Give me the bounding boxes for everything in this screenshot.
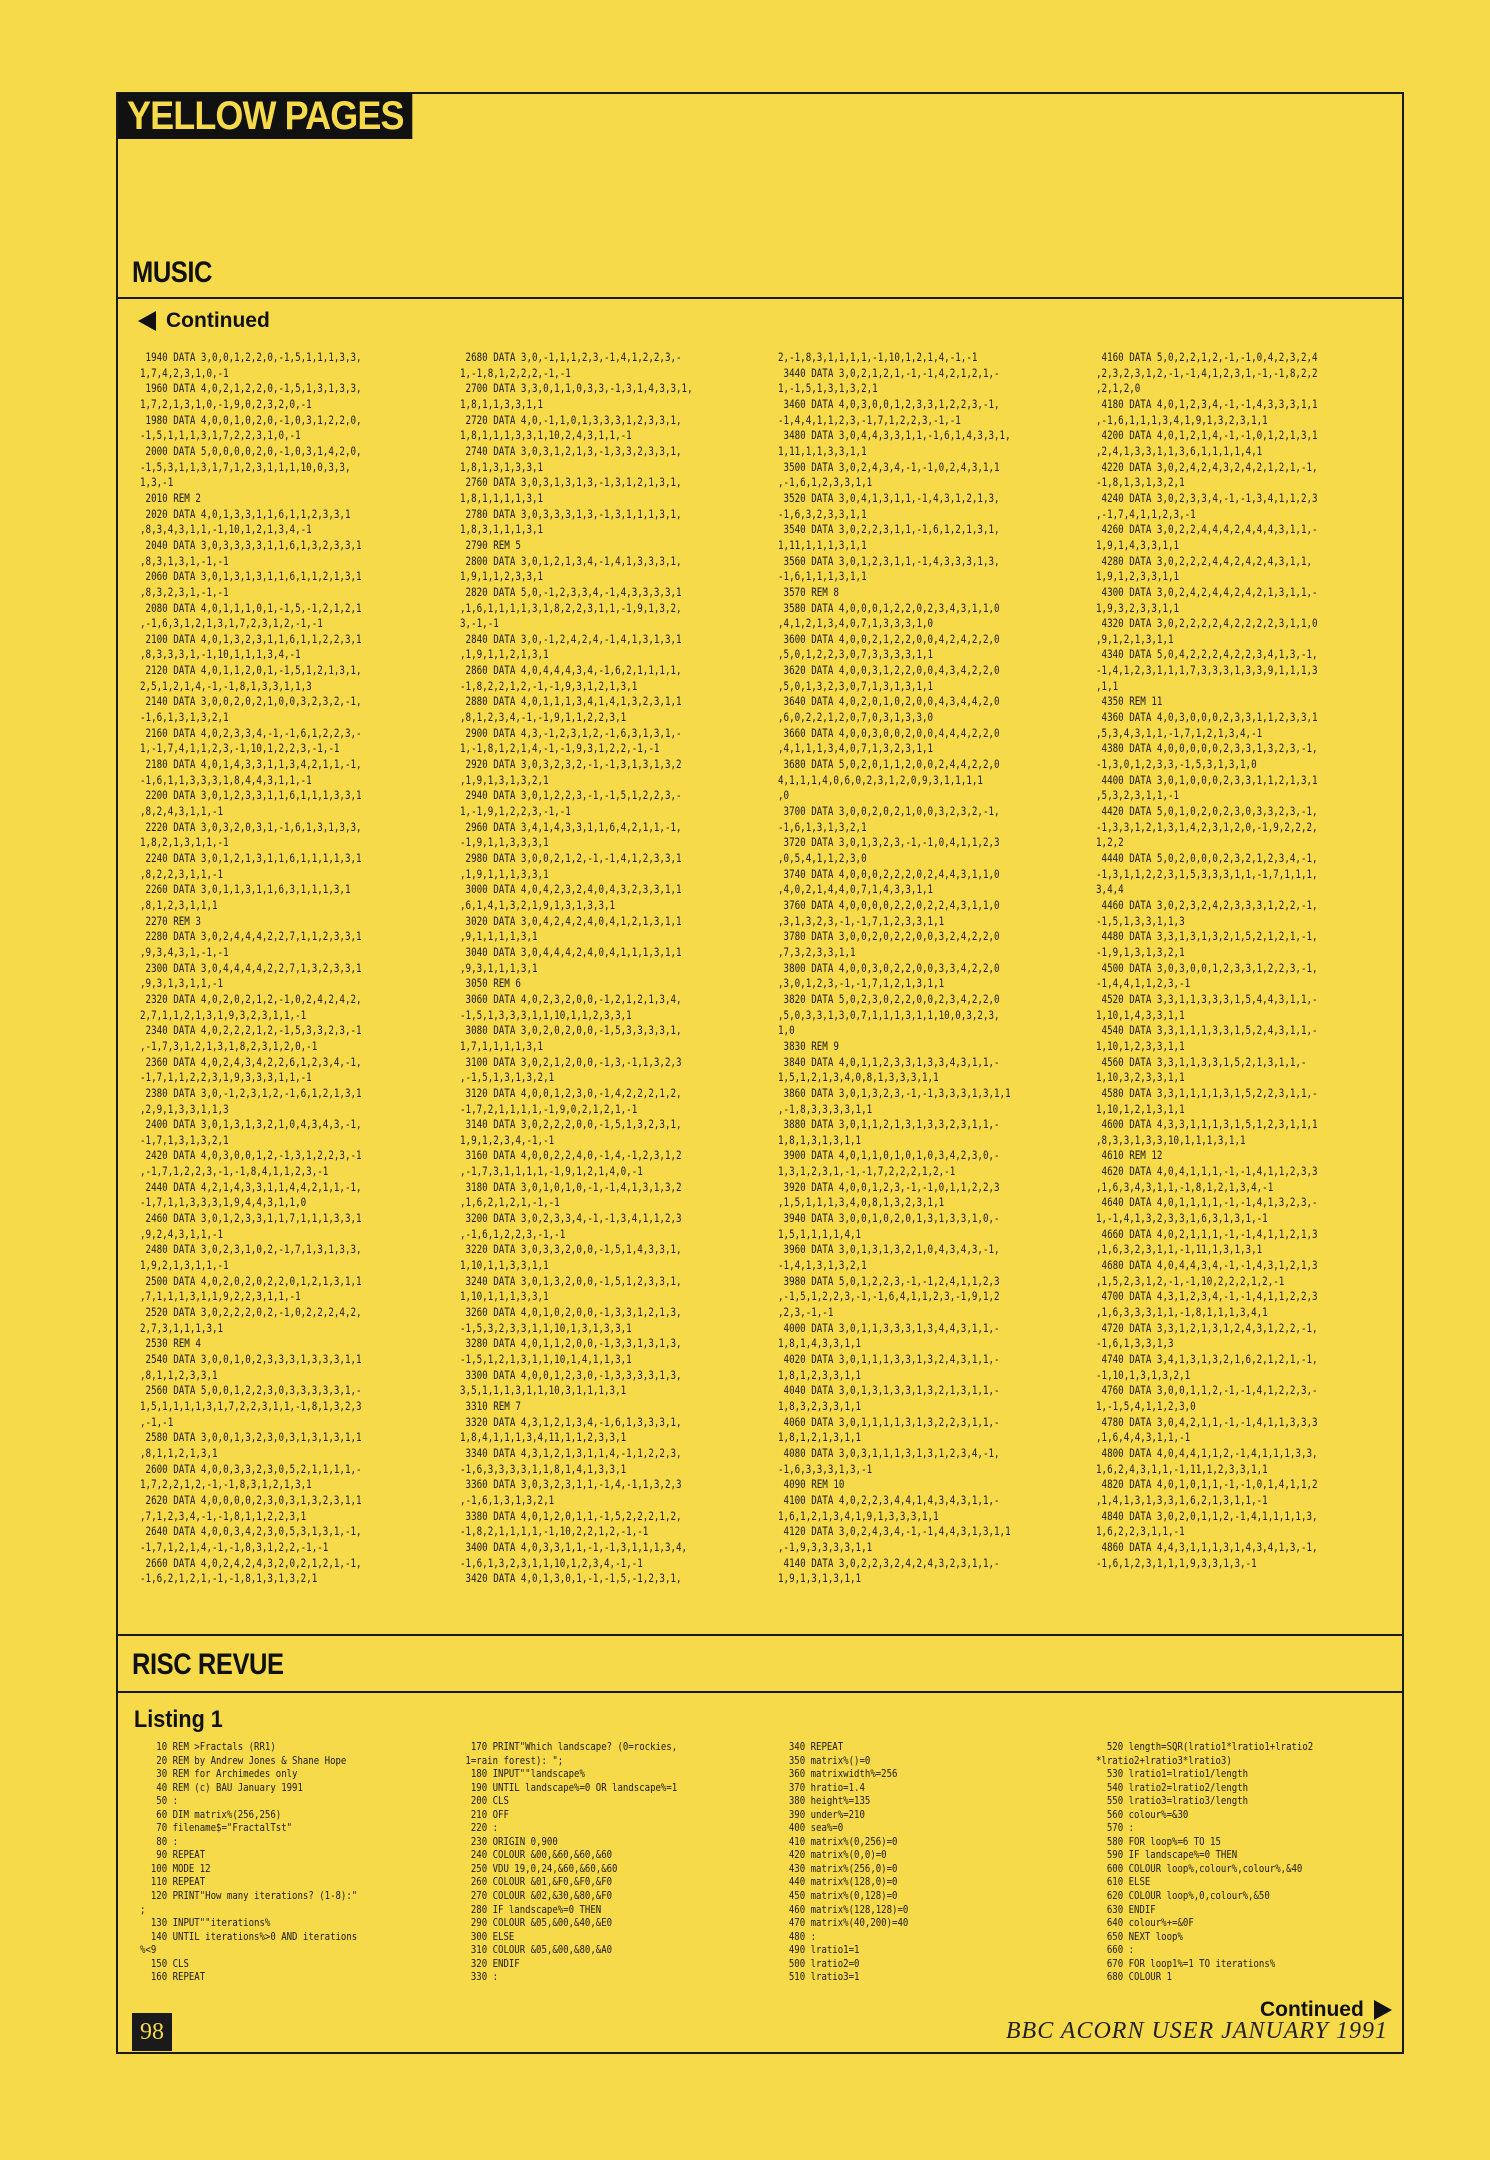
- music-code-column-1: 1940 DATA 3,0,0,1,2,2,0,-1,5,1,1,1,3,3, 1,7,4,2,3,1,0,-1 1960 DATA 4,0,2,1,2,2,0,-1,5,1,3,1,3,3, 1,7,2,1,3,1,0,-1,9,0,2,3,2,0,-1 1980 DATA 4,0,0,1,0,2,0,-1,0,3,1,2,2,0, -1,5,1,1,1,3,1,7,2,2,3,1,0,-1 2000 DATA 5,0,0,0,0,2,0,-1,0,3,1,4,2,0, -1,5,3,1,1,3,1,7,1,2,3,1,1,1,10,0,3,3, 1,3,-1 2010 REM 2 2020 DATA 4,0,1,3,3,1,1,6,1,1,2,3,3,1 ,8,3,4,3,1,1,-1,10,1,2,1,3,4,-1 2040 DATA 3,0,3,3,3,3,1,1,6,1,3,2,3,3,1 ,8,3,1,3,1,-1,-1 2060 DATA 3,0,1,3,1,3,1,1,6,1,1,2,1,3,1 ,8,3,2,3,1,-1,-1 2080 DATA 4,0,1,1,1,0,1,-1,5,-1,2,1,2,1 ,-1,6,3,1,2,1,3,1,7,2,3,1,2,-1,-1 2100 DATA 4,0,1,3,2,3,1,1,6,1,1,2,2,3,1 ,8,3,3,3,1,-1,10,1,1,1,3,4,-1 2120 DATA 4,0,1,1,2,0,1,-1,5,1,2,1,3,1, 2,5,1,2,1,4,-1,-1,8,1,3,3,1,1,3 2140 DATA 3,0,0,2,0,2,1,0,0,3,2,3,2,-1, -1,6,1,3,1,3,2,1 2160 DATA 4,0,2,3,3,4,-1,-1,6,1,2,2,3,- 1,-1,7,4,1,1,2,3,-1,10,1,2,2,3,-1,-1 2180 DATA 4,0,1,4,3,3,1,1,3,4,2,1,1,-1, -1,6,1,1,3,3,3,1,8,4,4,3,1,1,-1 2200 DATA 3,0,1,2,3,3,1,1,6,1,1,1,3,3,1 ,8,2,4,3,1,1,-1 2220 DATA 3,0,3,2,0,3,1,-1,6,1,3,1,3,3, 1,8,2,1,3,1,1,-1 2240 DATA 3,0,1,2,1,3,1,1,6,1,1,1,1,3,1 ,8,2,2,3,1,1,-1 2260 DATA 3,0,1,1,3,1,1,6,3,1,1,1,3,1 ,8,1,2,3,1,1,1 2270 REM 3 2280 DATA 3,0,2,4,4,4,2,2,7,1,1,2,3,3,1 ,9,3,4,3,1,-1,-1 2300 DATA 3,0,4,4,4,4,2,2,7,1,3,2,3,3,1 ,9,3,1,3,1,1,-1 2320 DATA 4,0,2,0,2,1,2,-1,0,2,4,2,4,2, 2,7,1,1,2,1,3,1,9,3,2,3,1,1,-1 2340 DATA 4,0,2,2,2,1,2,-1,5,3,3,2,3,-1 ,-1,7,3,1,2,1,3,1,8,2,3,1,2,0,-1 2360 DATA 4,0,2,4,3,4,2,2,6,1,2,3,4,-1, -1,7,1,1,2,2,3,1,9,3,3,3,1,1,-1 2380 DATA 3,0,-1,2,3,1,2,-1,6,1,2,1,3,1 ,2,9,1,3,3,1,1,3 2400 DATA 3,0,1,3,1,3,2,1,0,4,3,4,3,-1, -1,7,1,3,1,3,2,1 2420 DATA 4,0,3,0,0,1,2,-1,3,1,2,2,3,-1 ,-1,7,1,2,2,3,-1,-1,8,4,1,1,2,3,-1 2440 DATA 4,2,1,4,3,3,1,1,4,4,2,1,1,-1, -1,7,1,1,3,3,3,1,9,4,4,3,1,1,0 2460 DATA 3,0,1,2,3,3,1,1,7,1,1,1,3,3,1 ,9,2,4,3,1,1,-1 2480 DATA 3,0,2,3,1,0,2,-1,7,1,3,1,3,3, 1,9,2,1,3,1,1,-1 2500 DATA 4,0,2,0,2,0,2,2,0,1,2,1,3,1,1 ,7,1,1,1,3,1,1,9,2,2,3,1,1,-1 2520 DATA 3,0,2,2,2,0,2,-1,0,2,2,2,4,2, 2,7,3,1,1,1,3,1 2530 REM 4 2540 DATA 3,0,0,1,0,2,3,3,3,1,3,3,3,1,1 ,8,1,1,2,3,3,1 2560 DATA 5,0,0,1,2,2,3,0,3,3,3,3,3,1,- 1,5,1,1,1,1,3,1,7,2,2,3,1,1,-1,8,1,3,2,3 ,-1,-1 2580 DATA 3,0,0,1,3,2,3,0,3,1,3,1,3,1,1 ,8,1,1,2,1,3,1 2600 DATA 4,0,0,3,3,2,3,0,5,2,1,1,1,1,- 1,7,2,2,1,2,-1,-1,8,3,1,2,1,3,1 2620 DATA 4,0,0,0,0,2,3,0,3,1,3,2,3,1,1 ,7,1,2,3,4,-1,-1,8,1,1,2,2,3,1 2640 DATA 4,0,0,3,4,2,3,0,5,3,1,3,1,-1, -1,7,1,2,1,4,-1,-1,8,3,1,2,2,-1,-1 2660 DATA 4,0,2,4,2,4,3,2,0,2,1,2,1,-1, -1,6,2,1,2,1,-1,-1,8,1,3,1,3,2,1: [140, 350, 362, 1586]
- arrow-right-icon: [1374, 2000, 1392, 2020]
- risc-continued-label: Continued: [1260, 1998, 1364, 2021]
- risc-code-column-4: 520 length=SQR(lratio1*lratio1+lratio2 *lratio2+lratio3*lratio3) 530 lratio1=lratio1/length 540 lratio2=lratio2/length 550 lratio3=lratio3/length 560 colour%=&30 570 : 580 FOR loop%=6 TO 15 590 IF landscape%=0 THEN 600 COLOUR loop%,colour%,colour%,&40 610 ELSE 620 COLOUR loop%,0,colour%,&50 630 ENDIF 640 colour%+=&0F 650 NEXT loop% 660 : 670 FOR loop1%=1 TO iterations% 680 COLOUR 1: [1096, 1740, 1314, 1984]
- risc-code-column-3: 340 REPEAT 350 matrix%()=0 360 matrixwidth%=256 370 hratio=1.4 380 height%=135 390 under%=210 400 sea%=0 410 matrix%(0,256)=0 420 matrix%(0,0)=0 430 matrix%(256,0)=0 440 matrix%(128,0)=0 450 matrix%(0,128)=0 460 matrix%(128,128)=0 470 matrix%(40,200)=40 480 : 490 lratio1=1 500 lratio2=0 510 lratio3=1: [788, 1740, 909, 1984]
- publication-footer: BBC ACORN USER JANUARY 1991: [1005, 2018, 1388, 2044]
- listing-title: Listing 1: [134, 1706, 223, 1733]
- music-code-column-4: 4160 DATA 5,0,2,2,1,2,-1,-1,0,4,2,3,2,4 ,2,3,2,3,1,2,-1,-1,4,1,2,3,1,-1,-1,8,2,2 ,2,1,2,0 4180 DATA 4,0,1,2,3,4,-1,-1,4,3,3,3,1,1 ,-1,6,1,1,1,3,4,1,9,1,3,2,3,1,1 4200 DATA 4,0,1,2,1,4,-1,-1,0,1,2,1,3,1 ,2,4,1,3,3,1,1,3,6,1,1,1,1,4,1 4220 DATA 3,0,2,4,2,4,3,2,4,2,1,2,1,-1, -1,8,1,3,1,3,2,1 4240 DATA 3,0,2,3,3,4,-1,-1,3,4,1,1,2,3 ,-1,7,4,1,1,2,3,-1 4260 DATA 3,0,2,2,4,4,4,2,4,4,4,3,1,1,- 1,9,1,4,3,3,1,1 4280 DATA 3,0,2,2,2,4,4,2,4,2,4,3,1,1, 1,9,1,2,3,3,1,1 4300 DATA 3,0,2,4,2,4,4,2,4,2,1,3,1,1,- 1,9,3,2,3,3,1,1 4320 DATA 3,0,2,2,2,2,4,2,2,2,2,3,1,1,0 ,9,1,2,1,3,1,1 4340 DATA 5,0,4,2,2,2,4,2,2,3,4,1,3,-1, -1,4,1,2,3,1,1,1,7,3,3,3,1,3,3,9,1,1,1,3 ,1,1 4350 REM 11 4360 DATA 4,0,3,0,0,0,2,3,3,1,1,2,3,3,1 ,5,3,4,3,1,1,-1,7,1,2,1,3,4,-1 4380 DATA 4,0,0,0,0,0,2,3,3,1,3,2,3,-1, -1,3,0,1,2,3,3,-1,5,3,1,3,1,0 4400 DATA 3,0,1,0,0,0,2,3,3,1,1,2,1,3,1 ,5,3,2,3,1,1,-1 4420 DATA 5,0,1,0,2,0,2,3,0,3,3,2,3,-1, -1,3,3,1,2,1,3,1,4,2,3,1,2,0,-1,9,2,2,2, 1,2,2 4440 DATA 5,0,2,0,0,0,2,3,2,1,2,3,4,-1, -1,3,1,1,2,2,3,1,5,3,3,3,1,1,-1,7,1,1,1, 3,4,4 4460 DATA 3,0,2,3,2,4,2,3,3,3,1,2,2,-1, -1,5,1,3,3,1,1,3 4480 DATA 3,3,1,3,1,3,2,1,5,2,1,2,1,-1, -1,9,1,3,1,3,2,1 4500 DATA 3,0,3,0,0,1,2,3,3,1,2,2,3,-1, -1,4,4,1,1,2,3,-1 4520 DATA 3,3,1,1,3,3,3,1,5,4,4,3,1,1,- 1,10,1,4,3,3,1,1 4540 DATA 3,3,1,1,1,3,3,1,5,2,4,3,1,1,- 1,10,1,2,3,3,1,1 4560 DATA 3,3,1,1,3,3,1,5,2,1,3,1,1,- 1,10,3,2,3,3,1,1 4580 DATA 3,3,1,1,1,1,3,1,5,2,2,3,1,1,- 1,10,1,2,1,3,1,1 4600 DATA 4,3,3,1,1,1,3,1,5,1,2,3,1,1,1 ,8,3,3,1,3,3,10,1,1,1,3,1,1 4610 REM 12 4620 DATA 4,0,4,1,1,1,-1,-1,4,1,1,2,3,3 ,1,6,3,4,3,1,1,-1,8,1,2,1,3,4,-1 4640 DATA 4,0,1,1,1,1,-1,-1,4,1,3,2,3,- 1,-1,4,1,3,2,3,3,1,6,3,1,3,1,-1 4660 DATA 4,0,2,1,1,1,-1,-1,4,1,1,2,1,3 ,1,6,3,2,3,1,1,-1,11,1,3,1,3,1 4680 DATA 4,0,4,4,3,4,-1,-1,4,3,1,2,1,3 ,1,5,2,3,1,2,-1,-1,10,2,2,2,1,2,-1 4700 DATA 4,3,1,2,3,4,-1,-1,4,1,1,2,2,3 ,1,6,3,3,3,1,1,-1,8,1,1,1,3,4,1 4720 DATA 3,3,1,2,1,3,1,2,4,3,1,2,2,-1, -1,6,1,3,3,1,3 4740 DATA 3,4,1,3,1,3,2,1,6,2,1,2,1,-1, -1,10,1,3,1,3,2,1 4760 DATA 3,0,0,1,1,2,-1,-1,4,1,2,2,3,- 1,-1,5,4,1,1,2,3,0 4780 DATA 3,0,4,2,1,1,-1,-1,4,1,1,3,3,3 ,1,6,4,4,3,1,1,-1 4800 DATA 4,0,4,4,1,1,2,-1,4,1,1,1,3,3, 1,6,2,4,3,1,1,-1,11,1,2,3,3,1,1 4820 DATA 4,0,1,0,1,1,-1,-1,0,1,4,1,1,2 ,1,4,1,3,1,3,3,1,6,2,1,3,1,1,-1 4840 DATA 3,0,2,0,1,1,2,-1,4,1,1,1,1,3, 1,6,2,2,3,1,1,-1 4860 DATA 4,4,3,1,1,1,3,1,4,3,4,1,3,-1, -1,6,1,2,3,1,1,1,9,3,3,1,3,-1: [1096, 350, 1318, 1570]
- music-continued-label: Continued: [166, 309, 270, 332]
- risc-top-rule: [116, 1634, 1404, 1636]
- music-rule: [116, 297, 1404, 299]
- risc-code-column-2: 170 PRINT"Which landscape? (0=rockies, 1=rain forest): "; 180 INPUT""landscape% 190 UNTIL landscape%=0 OR landscape%=1 200 CLS 210 OFF 220 : 230 ORIGIN 0,900 240 COLOUR &00,&60,&60,&60 250 VDU 19,0,24,&60,&60,&60 260 COLOUR &01,&F0,&F0,&F0 270 COLOUR &02,&30,&80,&F0 280 IF landscape%=0 THEN 290 COLOUR &05,&00,&40,&E0 300 ELSE 310 COLOUR &05,&00,&80,&A0 320 ENDIF 330 :: [465, 1740, 678, 1984]
- music-code-column-2: 2680 DATA 3,0,-1,1,1,2,3,-1,4,1,2,2,3,- 1,-1,8,1,2,2,2,-1,-1 2700 DATA 3,3,0,1,1,0,3,3,-1,3,1,4,3,3,1, 1,8,1,1,3,3,1,1 2720 DATA 4,0,-1,1,0,1,3,3,3,1,2,3,3,1, 1,8,1,1,1,3,3,1,10,2,4,3,1,1,-1 2740 DATA 3,0,3,1,2,1,3,-1,3,3,2,3,3,1, 1,8,1,3,1,3,3,1 2760 DATA 3,0,3,1,3,1,3,-1,3,1,2,1,3,1, 1,8,1,1,1,1,3,1 2780 DATA 3,0,3,3,3,1,3,-1,3,1,1,1,3,1, 1,8,3,1,1,1,3,1 2790 REM 5 2800 DATA 3,0,1,2,1,3,4,-1,4,1,3,3,3,1, 1,9,1,1,2,3,3,1 2820 DATA 5,0,-1,2,3,3,4,-1,4,3,3,3,3,1 ,1,6,1,1,1,1,3,1,8,2,2,3,1,1,-1,9,1,3,2, 3,-1,-1 2840 DATA 3,0,-1,2,4,2,4,-1,4,1,3,1,3,1 ,1,9,1,1,2,1,3,1 2860 DATA 4,0,4,4,4,3,4,-1,6,2,1,1,1,1, -1,8,2,2,1,2,-1,-1,9,3,1,2,1,3,1 2880 DATA 4,0,1,1,1,3,4,1,4,1,3,2,3,1,1 ,8,1,2,3,4,-1,-1,9,1,1,2,2,3,1 2900 DATA 4,3,-1,2,3,1,2,-1,6,3,1,3,1,- 1,-1,8,1,2,1,4,-1,-1,9,3,1,2,2,-1,-1 2920 DATA 3,0,3,2,3,2,-1,-1,3,1,3,1,3,2 ,1,9,1,3,1,3,2,1 2940 DATA 3,0,1,2,2,3,-1,-1,5,1,2,2,3,- 1,-1,9,1,2,2,3,-1,-1 2960 DATA 3,4,1,4,3,3,1,1,6,4,2,1,1,-1, -1,9,1,1,3,3,3,1 2980 DATA 3,0,0,2,1,2,-1,-1,4,1,2,3,3,1 ,1,9,1,1,1,3,3,1 3000 DATA 4,0,4,2,3,2,4,0,4,3,2,3,3,1,1 ,6,1,4,1,3,2,1,9,1,3,1,3,3,1 3020 DATA 3,0,4,2,4,2,4,0,4,1,2,1,3,1,1 ,9,1,1,1,1,3,1 3040 DATA 3,0,4,4,4,2,4,0,4,1,1,1,3,1,1 ,9,3,1,1,1,3,1 3050 REM 6 3060 DATA 4,0,2,3,2,0,0,-1,2,1,2,1,3,4, -1,5,1,3,3,3,1,1,10,1,1,2,3,3,1 3080 DATA 3,0,2,0,2,0,0,-1,5,3,3,3,3,1, 1,7,1,1,1,1,3,1 3100 DATA 3,0,2,1,2,0,0,-1,3,-1,1,3,2,3 ,-1,5,1,3,1,3,2,1 3120 DATA 4,0,0,1,2,3,0,-1,4,2,2,2,1,2, -1,7,2,1,1,1,1,-1,9,0,2,1,2,1,-1 3140 DATA 3,0,2,2,2,0,0,-1,5,1,3,2,3,1, 1,9,1,2,3,4,-1,-1 3160 DATA 4,0,0,2,2,4,0,-1,4,-1,2,3,1,2 ,-1,7,3,1,1,1,1,-1,9,1,2,1,4,0,-1 3180 DATA 3,0,1,0,1,0,-1,-1,4,1,3,1,3,2 ,1,6,2,1,2,1,-1,-1 3200 DATA 3,0,2,3,3,4,-1,-1,3,4,1,1,2,3 ,-1,6,1,2,2,3,-1,-1 3220 DATA 3,0,3,3,2,0,0,-1,5,1,4,3,3,1, 1,10,1,1,3,3,1,1 3240 DATA 3,0,1,3,2,0,0,-1,5,1,2,3,3,1, 1,10,1,1,1,3,3,1 3260 DATA 4,0,1,0,2,0,0,-1,3,3,1,2,1,3, -1,5,3,2,3,3,1,1,10,1,3,1,3,3,1 3280 DATA 4,0,1,1,2,0,0,-1,3,3,1,3,1,3, -1,5,1,2,1,3,1,1,10,1,4,1,1,3,1 3300 DATA 4,0,0,1,2,3,0,-1,3,3,3,3,1,3, 3,5,1,1,1,3,1,1,10,3,1,1,1,3,1 3310 REM 7 3320 DATA 4,3,1,2,1,3,4,-1,6,1,3,3,3,1, 1,8,4,1,1,1,3,4,11,1,1,2,3,3,1 3340 DATA 4,3,1,2,1,3,1,1,4,-1,1,2,2,3, -1,6,3,3,3,3,1,1,8,1,4,1,3,3,1 3360 DATA 3,0,3,2,3,1,1,-1,4,-1,1,3,2,3 ,-1,6,1,3,1,3,2,1 3380 DATA 4,0,1,2,0,1,1,-1,5,2,2,2,1,2, -1,8,2,1,1,1,1,-1,10,2,2,1,2,-1,-1 3400 DATA 4,0,3,3,1,1,-1,-1,3,1,1,1,3,4, -1,6,1,3,2,3,1,1,10,1,2,3,4,-1,-1 3420 DATA 4,0,1,3,0,1,-1,-1,5,-1,2,3,1,: [460, 350, 693, 1586]
- music-code-column-3: 2,-1,8,3,1,1,1,1,-1,10,1,2,1,4,-1,-1 3440 DATA 3,0,2,1,2,1,-1,-1,4,2,1,2,1,- 1,-1,5,1,3,1,3,2,1 3460 DATA 4,0,3,0,0,1,2,3,3,1,2,2,3,-1, -1,4,4,1,1,2,3,-1,7,1,2,2,3,-1,-1 3480 DATA 3,0,4,4,3,3,1,1,-1,6,1,4,3,3,1, 1,11,1,1,3,3,1,1 3500 DATA 3,0,2,4,3,4,-1,-1,0,2,4,3,1,1 ,-1,6,1,2,3,3,1,1 3520 DATA 3,0,4,1,3,1,1,-1,4,3,1,2,1,3, -1,6,3,2,3,3,1,1 3540 DATA 3,0,2,2,3,1,1,-1,6,1,2,1,3,1, 1,11,1,1,1,3,1,1 3560 DATA 3,0,1,2,3,1,1,-1,4,3,3,3,1,3, -1,6,1,1,1,3,1,1 3570 REM 8 3580 DATA 4,0,0,0,1,2,2,0,2,3,4,3,1,1,0 ,4,1,2,1,3,4,0,7,1,3,3,3,1,0 3600 DATA 4,0,0,2,1,2,2,0,0,4,2,4,2,2,0 ,5,0,1,2,2,3,0,7,3,3,3,3,1,1 3620 DATA 4,0,0,3,1,2,2,0,0,4,3,4,2,2,0 ,5,0,1,3,2,3,0,7,1,3,1,3,1,1 3640 DATA 4,0,2,0,1,0,2,0,0,4,3,4,4,2,0 ,6,0,2,2,1,2,0,7,0,3,1,3,3,0 3660 DATA 4,0,0,3,0,0,2,0,0,4,4,4,2,2,0 ,4,1,1,1,3,4,0,7,1,3,2,3,1,1 3680 DATA 5,0,2,0,1,1,2,0,0,2,4,4,2,2,0 4,1,1,1,4,0,6,0,2,3,1,2,0,9,3,1,1,1,1 ,0 3700 DATA 3,0,0,2,0,2,1,0,0,3,2,3,2,-1, -1,6,1,3,1,3,2,1 3720 DATA 3,0,1,3,2,3,-1,-1,0,4,1,1,2,3 ,0,5,4,1,1,2,3,0 3740 DATA 4,0,0,0,2,2,2,0,2,4,4,3,1,1,0 ,4,0,2,1,4,4,0,7,1,4,3,3,1,1 3760 DATA 4,0,0,0,0,2,2,0,2,2,4,3,1,1,0 ,3,1,3,2,3,-1,-1,7,1,2,3,3,1,1 3780 DATA 3,0,0,2,0,2,2,0,0,3,2,4,2,2,0 ,7,3,2,3,3,1,1 3800 DATA 4,0,0,3,0,2,2,0,0,3,3,4,2,2,0 ,3,0,1,2,3,-1,-1,7,1,2,1,3,1,1 3820 DATA 5,0,2,3,0,2,2,0,0,2,3,4,2,2,0 ,5,0,3,3,1,3,0,7,1,1,1,3,1,1,10,0,3,2,3, 1,0 3830 REM 9 3840 DATA 4,0,1,1,2,3,3,1,3,3,4,3,1,1,- 1,5,1,2,1,3,4,0,8,1,3,3,3,1,1 3860 DATA 3,0,1,3,2,3,-1,-1,3,3,3,1,3,1,1 ,-1,8,3,3,3,3,1,1 3880 DATA 3,0,1,1,2,1,3,1,3,3,2,3,1,1,- 1,8,1,3,1,3,1,1 3900 DATA 4,0,1,1,0,1,0,1,0,3,4,2,3,0,- 1,3,1,2,3,1,-1,-1,7,2,2,2,1,2,-1 3920 DATA 4,0,0,1,2,3,-1,-1,0,1,1,2,2,3 ,1,5,1,1,1,3,4,0,8,1,3,2,3,1,1 3940 DATA 3,0,0,1,0,2,0,1,3,1,3,3,1,0,- 1,5,1,1,1,1,4,1 3960 DATA 3,0,1,3,1,3,2,1,0,4,3,4,3,-1, -1,4,1,3,1,3,2,1 3980 DATA 5,0,1,2,2,3,-1,-1,2,4,1,1,2,3 ,-1,5,1,2,2,3,-1,-1,6,4,1,1,2,3,-1,9,1,2 ,2,3,-1,-1 4000 DATA 3,0,1,1,3,3,3,1,3,4,4,3,1,1,- 1,8,1,4,3,3,1,1 4020 DATA 3,0,1,1,1,3,3,1,3,2,4,3,1,1,- 1,8,1,2,3,3,1,1 4040 DATA 3,0,1,3,1,3,3,1,3,2,1,3,1,1,- 1,8,3,2,3,3,1,1 4060 DATA 3,0,1,1,1,1,3,1,3,2,2,3,1,1,- 1,8,1,2,1,3,1,1 4080 DATA 3,0,3,1,1,1,3,1,3,1,2,3,4,-1, -1,6,3,3,3,1,3,-1 4090 REM 10 4100 DATA 4,0,2,2,3,4,4,1,4,3,4,3,1,1,- 1,6,1,2,1,3,4,1,9,1,3,3,3,1,1 4120 DATA 3,0,2,4,3,4,-1,-1,4,4,3,1,3,1,1 ,-1,9,3,3,3,3,1,1 4140 DATA 3,0,2,2,3,2,4,2,4,3,2,3,1,1,- 1,9,1,3,1,3,1,1: [778, 350, 1011, 1586]
- arrow-left-icon: [138, 311, 156, 331]
- risc-rule: [116, 1691, 1404, 1693]
- risc-code-column-1: 10 REM >Fractals (RR1) 20 REM by Andrew Jones & Shane Hope 30 REM for Archimedes only 40 REM (c) BAU January 1991 50 : 60 DIM matrix%(256,256) 70 filename$="FractalTst" 80 : 90 REPEAT 100 MODE 12 110 REPEAT 120 PRINT"How many iterations? (1-8):" ; 130 INPUT""iterations% 140 UNTIL iterations%>0 AND iterations %<9 150 CLS 160 REPEAT: [140, 1740, 358, 1984]
- music-continued: [138, 309, 270, 333]
- risc-section-title: RISC REVUE: [132, 1648, 284, 1681]
- music-section-title: MUSIC: [132, 256, 213, 289]
- yellow-pages-banner: YELLOW PAGES: [118, 93, 413, 139]
- page-number: 98: [132, 2013, 172, 2051]
